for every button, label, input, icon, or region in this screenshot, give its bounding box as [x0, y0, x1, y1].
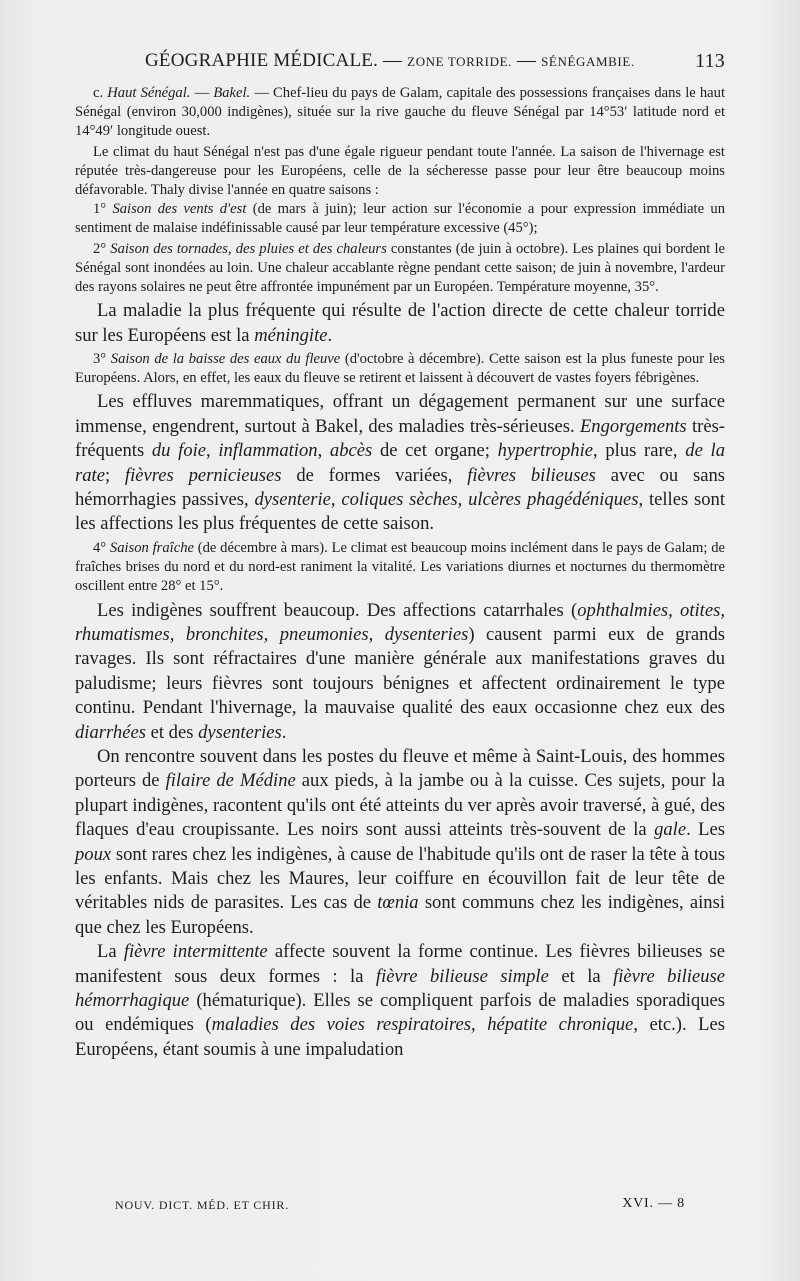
- paragraph: 3° Saison de la baisse des eaux du fleuve (d'octobre à décembre). Cette saison est la plus funeste pour les Européens. Alors, en effet, les eaux du fleuve se retirent et laissent à découvert de vastes foyers fébrigènes.: [75, 351, 725, 387]
- header-section: ZONE TORRIDE.: [407, 54, 512, 69]
- paragraph: Les effluves maremmatiques, offrant un dégagement permanent sur une surface immense, engendrent, surtout à Bakel, des maladies très-sérieuses. Engorgements très-fréquents du foie, inflammation, abcès de cet organe; hypertrophie, plus rare, de la rate; fièvres pernicieuses de formes variées, fièvres bilieuses avec ou sans hémorrhagies passives, dysenterie, coliques sèches, ulcères phagédéniques, telles sont les affections les plus fréquentes de cette saison.: [75, 391, 726, 535]
- paragraph: 1° Saison des vents d'est (de mars à juin); leur action sur l'économie a pour expression immédiate un sentiment de malaise indéfinissable causé par leur température excessive (45°);: [75, 201, 725, 237]
- page-footer: [75, 1198, 725, 1218]
- footer-sheet-number: XVI. — 8: [622, 1196, 685, 1211]
- paragraph: 2° Saison des tornades, des pluies et des chaleurs constantes (de juin à octobre). Les plaines qui bordent le Sénégal sont inondées au loin. Une chaleur accablante règne pendant cette saison; de juin à novembre, l'ardeur des rayons solaires ne peut être affrontée impunément par un Européen. Température moyenne, 35°.: [75, 240, 725, 296]
- header-dash: —: [511, 50, 542, 71]
- footer-signature: NOUV. DICT. MÉD. ET CHIR.: [115, 1198, 290, 1212]
- header-dash: —: [378, 50, 408, 71]
- body-text: [75, 84, 725, 1062]
- header-title: GÉOGRAPHIE MÉDICALE.: [145, 50, 379, 71]
- paragraph: Les indigènes souffrent beaucoup. Des affections catarrhales (ophthalmies, otites, rhumatismes, bronchites, pneumonies, dysenteries) causent parmi eux de grands ravages. Ils sont réfractaires d'une manière générale aux manifestations graves du paludisme; leurs fièvres sont toujours bénignes et affectent ordinairement le type continu. Pendant l'hivernage, la mauvaise qualité des eaux occasionne chez eux des diarrhées et des dysenteries.: [75, 599, 725, 743]
- running-header: [75, 50, 725, 76]
- header-title-line: [145, 50, 635, 72]
- header-subsection: SÉNÉGAMBIE.: [541, 54, 635, 69]
- paragraph: 4° Saison fraîche (de décembre à mars). Le climat est beaucoup moins inclément dans le pays de Galam; de fraîches brises du nord et du nord-est raniment la vitalité. Les variations diurnes et nocturnes du thermomètre oscillent entre 28° et 15°.: [75, 539, 725, 595]
- page-number: 113: [695, 50, 725, 72]
- paragraph: La fièvre intermittente affecte souvent la forme continue. Les fièvres bilieuses se manifestent sous deux formes : la fièvre bilieuse simple et la fièvre bilieuse hémorrhagique (hématurique). Elles se compliquent parfois de maladies sporadiques ou endémiques (maladies des voies respiratoires, hépatite chronique, etc.). Les Européens, étant soumis à une impaludation: [75, 941, 726, 1060]
- paragraph: Le climat du haut Sénégal n'est pas d'une égale rigueur pendant toute l'année. La saison de l'hivernage est réputée très-dangereuse pour les Européens, celle de la sécheresse passe pour leur être beaucoup moins défavorable. Thaly divise l'année en quatre saisons :: [75, 143, 725, 199]
- paragraph: La maladie la plus fréquente qui résulte de l'action directe de cette chaleur torride sur les Européens est la méningite.: [75, 300, 725, 346]
- paragraph: c. Haut Sénégal. — Bakel. — Chef-lieu du pays de Galam, capitale des possessions françaises dans le haut Sénégal (environ 30,000 indigènes), située sur la rive gauche du fleuve Sénégal par 14°53′ latitude nord et 14°49′ longitude ouest.: [75, 85, 725, 140]
- paragraph: On rencontre souvent dans les postes du fleuve et même à Saint-Louis, des hommes porteurs de filaire de Médine aux pieds, à la jambe ou à la cuisse. Ces sujets, pour la plupart indigènes, racontent qu'ils ont été atteints du ver après avoir traversé, à gué, des flaques d'eau croupissante. Les noirs sont aussi atteints très-souvent de la gale. Les poux sont rares chez les indigènes, à cause de l'habitude qu'ils ont de raser la tête à tous les enfants. Mais chez les Maures, leur coiffure en écouvillon fait de leur tête de véritables nids de parasites. Les cas de tœnia sont communs chez les indigènes, ainsi que chez les Européens.: [75, 745, 725, 938]
